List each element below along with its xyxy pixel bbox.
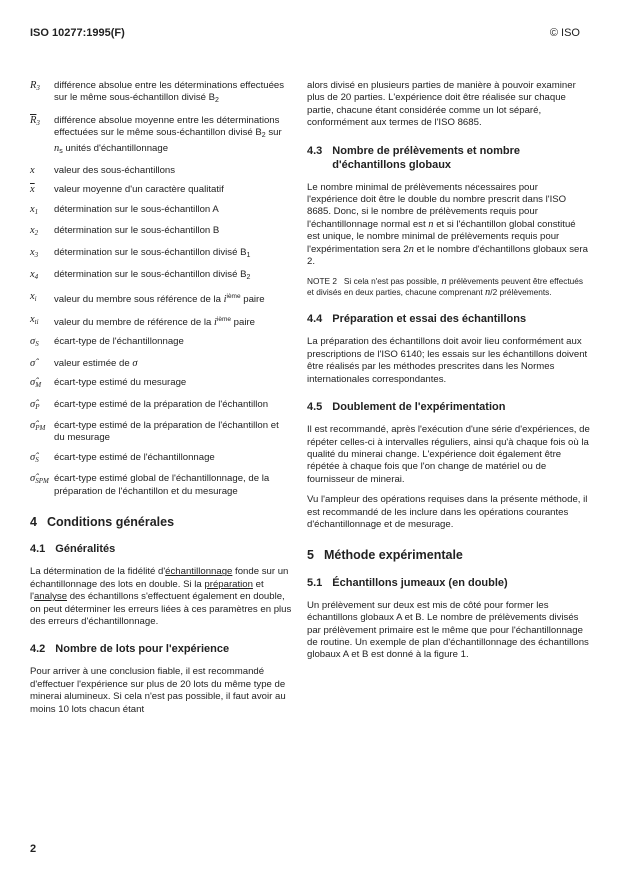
section-4-4-heading xyxy=(307,312,590,326)
symbol-row xyxy=(30,336,292,350)
symbol-description: détermination sur le sous-échantillon divisé $B_2$ xyxy=(54,269,251,282)
symbol-description: écart-type de l'échantillonnage xyxy=(54,336,184,348)
left-column xyxy=(30,80,292,724)
symbol: $x_i$ xyxy=(30,291,37,304)
section-5-1-paragraph: Un prélèvement sur deux est mis de côté pour former les échantillons globaux A et B. Le nombre de prélèvements divisés par prélèvement primaire est le même que pour l'échantillonnage de routine. Un exemple de plan d'échantillonnage des échantillons globaux A et B est donné à la figure 1. xyxy=(307,599,589,661)
symbol-row xyxy=(30,314,292,329)
section-title: Méthode expérimentale xyxy=(323,548,463,563)
symbol: $\overline{x}$ xyxy=(30,184,35,196)
symbol-description: valeur moyenne d'un caractère qualitatif xyxy=(54,184,224,196)
symbol-row xyxy=(30,80,292,108)
section-4-heading xyxy=(30,516,292,528)
symbol: $\sigmâ_S$ xyxy=(30,451,39,464)
section-4-2-paragraph-continued: alors divisé en plusieurs parties de manière à pouvoir examiner plus de 20 parties. L'expérience doit être réalisée sur chaque partie, chacune étant considérée comme un lot séparé, conformément aux termes de l'ISO 8685. xyxy=(307,80,576,129)
symbol-row xyxy=(30,399,292,413)
symbol-description: valeur des sous-échantillons xyxy=(54,165,176,177)
symbol-row xyxy=(30,225,292,239)
symbol-description: valeur du membre de référence de la $i^{ième}$ paire xyxy=(54,315,255,328)
section-title: Échantillons jumeaux (en double) xyxy=(332,576,508,589)
symbol-row xyxy=(30,358,292,370)
section-number: 4 xyxy=(30,514,37,529)
section-4-3-paragraph: Le nombre minimal de prélèvements nécessaires pour l'expérience doit être le double du nombre prescrit dans l'ISO 8685. Donc, si le nombre de prélèvements requis pour l'échantillonnage normal est n et si l'échantillon global constitué est unique, le nombre minimal de prélèvements requis pour l'expérimentation sera 2n et le nombre d'échantillons globaux sera 2. xyxy=(307,181,588,268)
section-title: Nombre de prélèvements et nombre d'échantillons globaux xyxy=(332,144,520,171)
section-number: 4.5 xyxy=(307,401,323,414)
symbol: $\overline{R}_3$ xyxy=(30,114,40,127)
symbol-row xyxy=(30,247,292,262)
document-header-copyright: © ISO xyxy=(549,27,580,39)
section-title: Doublement de l'expérimentation xyxy=(332,401,506,414)
symbol-row xyxy=(30,291,292,306)
symbol-description: différence absolue moyenne entre les déterminations effectuées sur le même sous-échantillon divisé $B_2$ sur $n_s$ unités d'échantillonnage xyxy=(54,114,282,155)
section-5-1-heading xyxy=(307,576,590,590)
symbol-row xyxy=(30,473,292,498)
symbol-description: détermination sur le sous-échantillon divisé $B_1$ xyxy=(54,246,251,259)
symbol: $x_{ti}$ xyxy=(30,313,39,326)
symbol-row xyxy=(30,452,292,466)
symbol: x xyxy=(30,165,35,177)
section-4-5-paragraph-2: Vu l'ampleur des opérations requises dans la présente méthode, il est recommandé de les inclure dans les opérations courantes d'échantillonnage et de mesurage. xyxy=(307,494,588,530)
symbol: $\sigmâ_P$ xyxy=(30,398,40,411)
symbol-row xyxy=(30,165,292,177)
section-title: Généralités xyxy=(55,543,116,556)
note-2: NOTE 2 Si cela n'est pas possible, n prélèvements peuvent être effectués et divisés en deux parties, chacune comprenant n/2 prélèvements. xyxy=(307,276,584,299)
symbol-description: détermination sur le sous-échantillon A xyxy=(54,203,219,215)
symbol-description: valeur du membre sous référence de la $i^{ième}$ paire xyxy=(54,293,265,306)
section-4-5-paragraph-1: Il est recommandé, après l'exécution d'une série d'expériences, de répéter celles-ci à intervalles réguliers, ainsi qu'à chaque fois où la qualité du minerai change. L'expérience doit également être répétée à chaque fois que l'on change de matériel ou de fournisseur de minerai. xyxy=(307,424,590,485)
section-4-1-paragraph: La détermination de la fidélité d'échantillonnage fonde sur un échantillonnage des lots en double. Si la préparation et l'analyse des échantillons s'effectuent également en double, on peut déterminer les erreurs liées à ces paramètres en plus des erreurs d'échantillonnage. xyxy=(30,566,292,627)
symbol-row xyxy=(30,377,292,391)
symbol-description: écart-type estimé de la préparation de l'échantillon et du mesurage xyxy=(54,419,279,444)
symbol: $x_3$ xyxy=(30,246,39,259)
section-4-2-heading xyxy=(30,642,292,656)
section-number: 4.3 xyxy=(307,144,323,157)
section-title: Conditions générales xyxy=(46,514,175,529)
section-number: 4.4 xyxy=(307,313,323,326)
symbol: $x_4$ xyxy=(30,269,39,282)
document-header-standard: ISO 10277:1995(F) xyxy=(30,27,125,39)
symbol: $\sigmâ_M$ xyxy=(30,377,42,390)
symbol: $x_2$ xyxy=(30,225,39,238)
section-5-heading xyxy=(307,549,590,561)
symbol-row xyxy=(30,420,292,445)
section-number: 5 xyxy=(307,548,314,563)
symbol-row xyxy=(30,204,292,218)
page-number: 2 xyxy=(30,843,37,855)
symbol: $R_3$ xyxy=(30,80,40,92)
symbol-row xyxy=(30,184,292,196)
symbol: $\sigma_S$ xyxy=(30,336,39,349)
section-number: 4.1 xyxy=(30,543,46,556)
symbol: $\sigmâ_{PM}$ xyxy=(30,419,46,432)
symbol-description: détermination sur le sous-échantillon B xyxy=(54,225,220,237)
symbol-description: écart-type estimé du mesurage xyxy=(54,377,187,389)
section-4-5-heading xyxy=(307,400,590,414)
right-column xyxy=(307,80,590,670)
section-4-1-heading xyxy=(30,542,292,556)
section-title: Préparation et essai des échantillons xyxy=(332,313,527,326)
symbol-list xyxy=(30,80,292,498)
symbol-row xyxy=(30,115,292,158)
section-4-3-heading xyxy=(307,144,590,172)
symbol-row xyxy=(30,269,292,284)
section-4-2-paragraph: Pour arriver à une conclusion fiable, il est recommandé d'effectuer l'expérience sur plus de 20 lots du même type de minerai alumineux. Si cela n'est pas possible, il faut avoir au moins 10 lots chacun étant xyxy=(30,666,286,715)
symbol-description: différence absolue entre les déterminations effectuées sur le même sous-échantillon divisé $B_2$ xyxy=(54,80,285,105)
symbol: $\sigmâ_{SPM}$ xyxy=(30,473,49,486)
section-title: Nombre de lots pour l'expérience xyxy=(55,643,230,656)
symbol: $x_1$ xyxy=(30,203,39,216)
symbol-description: écart-type estimé de l'échantillonnage xyxy=(54,451,215,463)
symbol-description: écart-type estimé global de l'échantillonnage, de la préparation de l'échantillon et du mesurage xyxy=(54,473,270,497)
section-4-4-paragraph: La préparation des échantillons doit avoir lieu conformément aux prescriptions de l'ISO 6140; les essais sur les échantillons doivent être réalisés par les méthodes prescrites dans les Normes internationales correspondantes. xyxy=(307,336,588,385)
symbol-description: valeur estimée de σ xyxy=(54,357,138,369)
section-number: 5.1 xyxy=(307,576,323,589)
section-number: 4.2 xyxy=(30,643,46,656)
symbol: σ̂ xyxy=(30,357,36,369)
symbol-description: écart-type estimé de la préparation de l'échantillon xyxy=(54,398,269,410)
